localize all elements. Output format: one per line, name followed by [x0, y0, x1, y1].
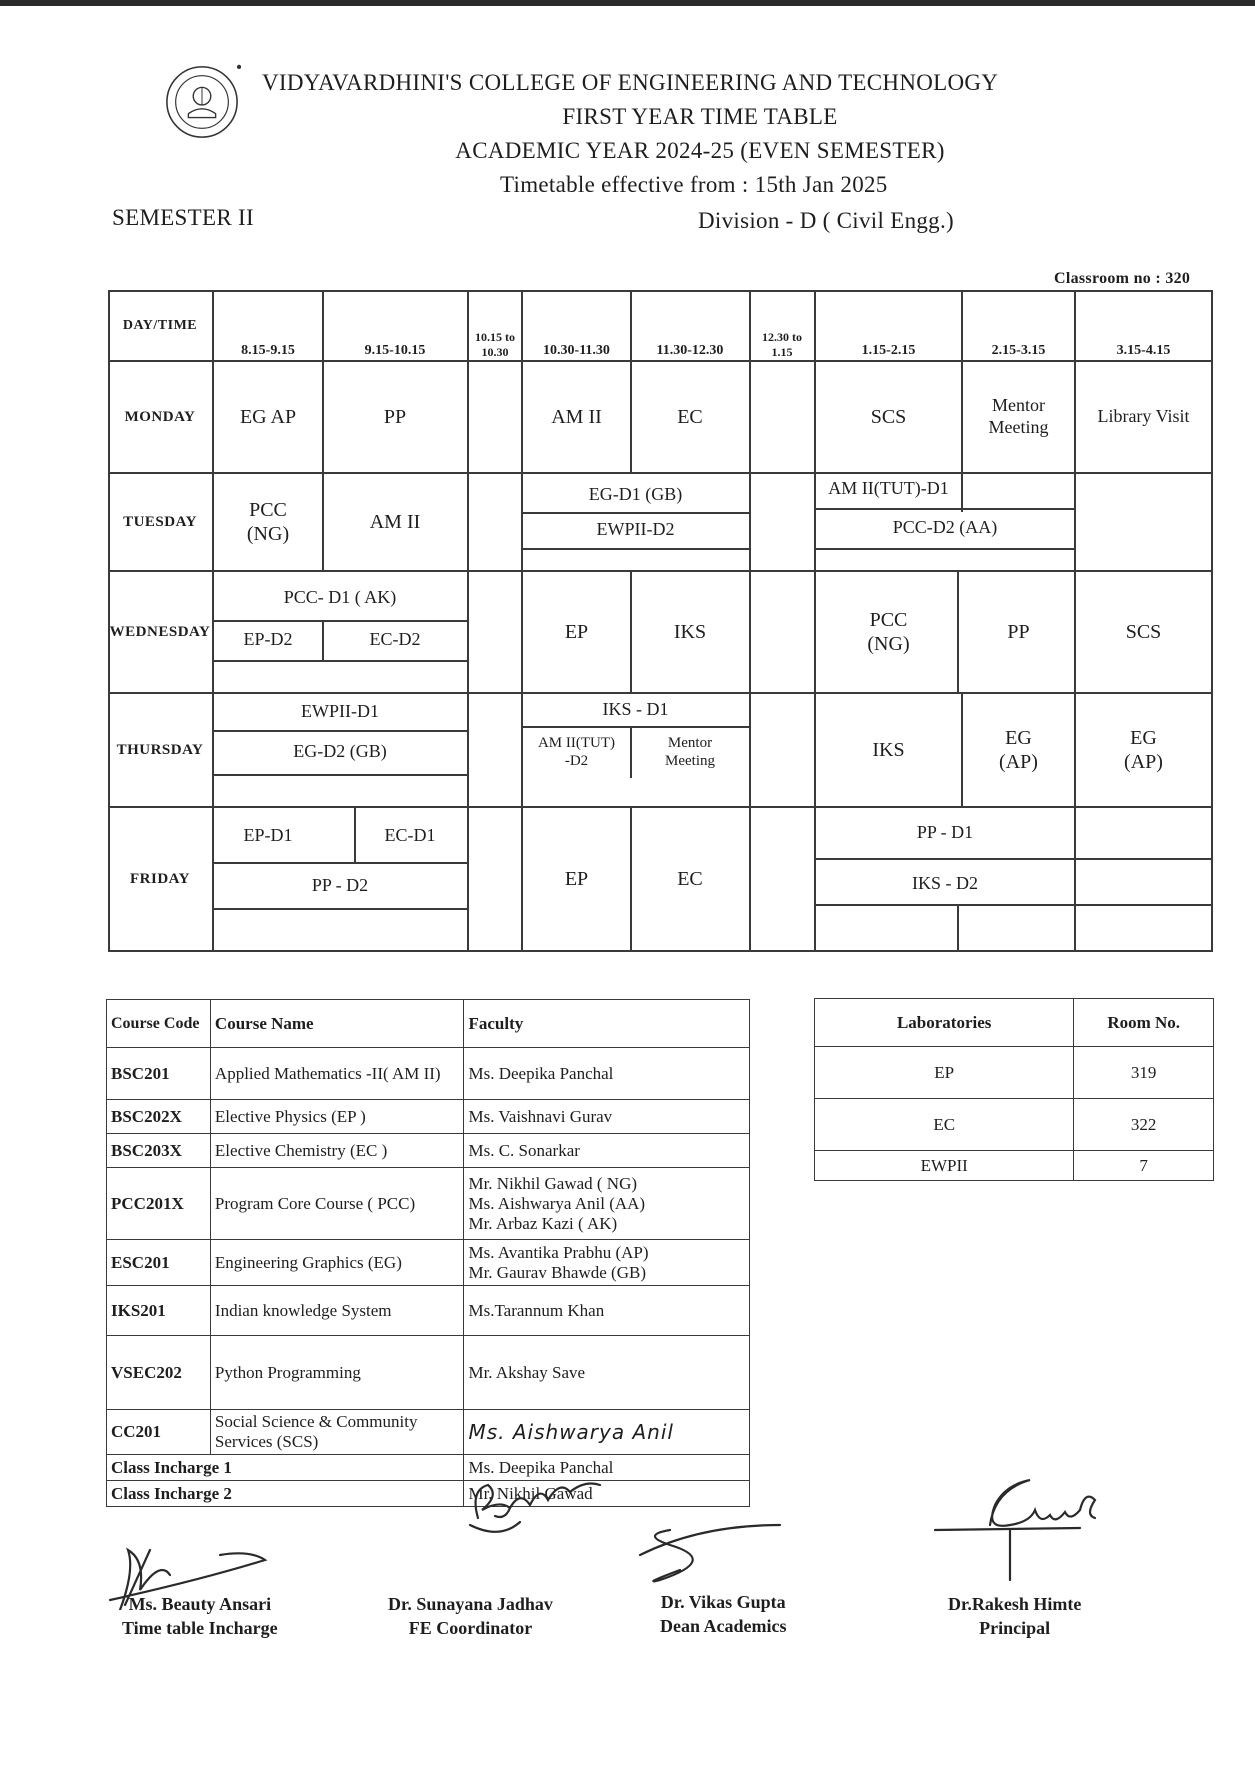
- class-incharge-label: Class Incharge 2: [107, 1481, 464, 1507]
- tuesday-slot-3b: EWPII-D2: [596, 519, 675, 540]
- course-table-header: [107, 1000, 750, 1048]
- lab-name: EP: [815, 1047, 1074, 1099]
- monday-slot-5: SCS: [870, 406, 907, 428]
- course-name: Engineering Graphics (EG): [210, 1240, 464, 1286]
- time-slot-4: 11.30-12.30: [656, 343, 724, 359]
- tuesday-slot-1: PCC (NG): [246, 499, 290, 545]
- faculty-name: Mr. Akshay Save: [468, 1362, 586, 1382]
- course-row: [107, 1100, 750, 1134]
- wednesday-slot-1: PCC- D1 ( AK): [283, 587, 397, 608]
- signature-gupta-mark: [640, 1525, 780, 1581]
- lab-name: EC: [815, 1099, 1074, 1151]
- lab-row: [815, 1047, 1214, 1099]
- course-code: BSC201: [107, 1048, 211, 1100]
- friday-slot-1b: PP - D2: [311, 875, 369, 896]
- wednesday-slot-5: PCC (NG): [867, 609, 910, 655]
- monday-slot-7: Library Visit: [1097, 406, 1190, 427]
- thursday-slot-6: EG (AP): [999, 727, 1038, 773]
- labs-table-header: [815, 999, 1214, 1047]
- wednesday-slot-2b: EC-D2: [369, 629, 421, 650]
- course-row: [107, 1240, 750, 1286]
- course-row: [107, 1134, 750, 1168]
- day-tuesday: TUESDAY: [123, 514, 197, 530]
- monday-slot-6: Mentor Meeting: [988, 395, 1049, 437]
- course-row: [107, 1168, 750, 1240]
- time-slot-5: 1.15-2.15: [861, 343, 916, 359]
- grid-line: [961, 472, 963, 512]
- faculty-name: Ms. Aishwarya Anil (AA): [468, 1193, 646, 1213]
- class-incharge-name: Mr. Nikhil Gawad: [464, 1481, 750, 1507]
- friday-slot-4: EC: [677, 868, 703, 890]
- friday-slot-5a: PP - D1: [916, 822, 974, 843]
- course-name: Elective Chemistry (EC ): [210, 1134, 464, 1168]
- faculty-name: Mr. Gaurav Bhawde (GB): [468, 1262, 646, 1282]
- faculty-name: Ms.Tarannum Khan: [468, 1300, 605, 1320]
- thursday-slot-5: IKS: [872, 739, 905, 761]
- grid-line: [212, 774, 468, 776]
- faculty-name: Mr. Nikhil Gawad ( NG): [468, 1173, 638, 1193]
- effective-date: Timetable effective from : 15th Jan 2025: [500, 172, 888, 197]
- timetable-incharge-role: Time table Incharge: [122, 1618, 278, 1639]
- faculty-name: Ms. Aishwarya Anil: [468, 1420, 674, 1444]
- dean-academics-name: Dr. Vikas Gupta: [660, 1592, 786, 1612]
- signature-himte-mark: [935, 1480, 1095, 1580]
- course-code: CC201: [107, 1410, 211, 1455]
- course-code: BSC202X: [107, 1100, 211, 1134]
- friday-slot-3: EP: [564, 868, 589, 890]
- semester-label: SEMESTER II: [112, 205, 254, 230]
- course-faculty: [464, 1100, 750, 1134]
- friday-slot-2a: EC-D1: [384, 825, 436, 846]
- room-no-header: Room No.: [1074, 999, 1214, 1047]
- wednesday-slot-3: EP: [564, 621, 589, 643]
- grid-line: [749, 290, 751, 952]
- course-code: ESC201: [107, 1240, 211, 1286]
- tuesday-slot-5a: AM II(TUT)-D1: [828, 478, 949, 499]
- principal-role: Principal: [979, 1618, 1051, 1639]
- timetable-title: FIRST YEAR TIME TABLE: [562, 104, 838, 129]
- course-name: Python Programming: [210, 1336, 464, 1410]
- dean-academics-role: Dean Academics: [660, 1616, 787, 1637]
- faculty-name: Mr. Arbaz Kazi ( AK): [468, 1213, 618, 1233]
- lab-row: [815, 1151, 1214, 1181]
- break-slot-2: 12.30 to 1.15: [762, 330, 802, 359]
- course-code: IKS201: [107, 1286, 211, 1336]
- wednesday-slot-1b: EP-D2: [243, 629, 293, 650]
- course-row: [107, 1048, 750, 1100]
- day-monday: MONDAY: [124, 409, 196, 425]
- thursday-slot-3b: AM II(TUT) -D2: [537, 735, 616, 769]
- grid-line: [957, 904, 959, 952]
- time-slot-6: 2.15-3.15: [991, 343, 1046, 359]
- faculty-header: Faculty: [464, 1000, 750, 1048]
- course-row: [107, 1286, 750, 1336]
- fe-coordinator-name: Dr. Sunayana Jadhav: [388, 1594, 553, 1614]
- friday-slot-1a: EP-D1: [243, 825, 293, 846]
- college-name: VIDYAVARDHINI'S COLLEGE OF ENGINEERING AND TECHNOLOGY: [262, 70, 999, 95]
- course-faculty: [464, 1134, 750, 1168]
- grid-line: [1211, 290, 1213, 952]
- time-slot-3: 10.30-11.30: [543, 343, 610, 359]
- course-code: BSC203X: [107, 1134, 211, 1168]
- course-name: Elective Physics (EP ): [210, 1100, 464, 1134]
- laboratories-header: Laboratories: [815, 999, 1074, 1047]
- lab-row: [815, 1099, 1214, 1151]
- faculty-name: Ms. Vaishnavi Gurav: [468, 1106, 613, 1126]
- break-slot-1: 10.15 to 10.30: [475, 330, 515, 359]
- thursday-slot-1a: EWPII-D1: [301, 701, 379, 722]
- tuesday-slot-5b: PCC-D2 (AA): [892, 517, 998, 538]
- course-name: Program Core Course ( PCC): [210, 1168, 464, 1240]
- labs-table: [814, 998, 1214, 1181]
- thursday-slot-3a: IKS - D1: [602, 699, 669, 720]
- grid-line: [212, 908, 468, 910]
- wednesday-slot-4: IKS: [673, 621, 707, 643]
- lab-room: 322: [1074, 1099, 1214, 1151]
- course-code: PCC201X: [107, 1168, 211, 1240]
- lab-rows: [815, 1047, 1214, 1181]
- day-thursday: THURSDAY: [116, 742, 204, 758]
- thursday-slot-4b: Mentor Meeting: [665, 735, 715, 769]
- signature-fe-coordinator: [388, 1592, 553, 1641]
- course-faculty: [464, 1048, 750, 1100]
- timetable-incharge-name: Ms. Beauty Ansari: [128, 1594, 272, 1614]
- lab-room: 319: [1074, 1047, 1214, 1099]
- college-logo-icon: [163, 63, 241, 141]
- grid-line: [1074, 806, 1076, 952]
- course-faculty: [464, 1286, 750, 1336]
- time-slot-2: 9.15-10.15: [364, 343, 426, 359]
- day-wednesday: WEDNESDAY: [109, 624, 211, 640]
- course-name-header: Course Name: [210, 1000, 464, 1048]
- thursday-slot-7: EG (AP): [1124, 727, 1163, 773]
- tuesday-slot-3a: EG-D1 (GB): [588, 484, 683, 505]
- grid-line: [108, 950, 1212, 952]
- signature-principal: [948, 1592, 1081, 1641]
- fe-coordinator-role: FE Coordinator: [408, 1618, 533, 1639]
- scan-top-border: [0, 0, 1255, 6]
- signature-jadhav-mark: [470, 1484, 600, 1532]
- course-faculty: [464, 1240, 750, 1286]
- monday-slot-3: AM II: [551, 406, 602, 428]
- time-slot-1: 8.15-9.15: [241, 343, 295, 359]
- day-friday: FRIDAY: [130, 871, 190, 887]
- course-name: Applied Mathematics -II( AM II): [210, 1048, 464, 1100]
- classroom-number: Classroom no : 320: [1054, 270, 1191, 287]
- faculty-name: Ms. C. Sonarkar: [468, 1140, 580, 1160]
- signature-dean-academics: [660, 1590, 786, 1639]
- monday-slot-2: PP: [383, 406, 407, 428]
- monday-slot-1: EG AP: [239, 406, 297, 428]
- course-faculty: [464, 1168, 750, 1240]
- division-label: Division - D ( Civil Engg.): [698, 208, 954, 233]
- class-incharge-label: Class Incharge 1: [107, 1455, 464, 1481]
- course-code: VSEC202: [107, 1336, 211, 1410]
- friday-slot-5b: IKS - D2: [912, 873, 978, 894]
- principal-name: Dr.Rakesh Himte: [948, 1594, 1082, 1614]
- wednesday-slot-7: SCS: [1125, 621, 1162, 643]
- grid-line: [521, 548, 749, 550]
- class-incharge-name: Ms. Deepika Panchal: [464, 1455, 750, 1481]
- time-slot-7: 3.15-4.15: [1116, 343, 1171, 359]
- wednesday-slot-6: PP: [1007, 621, 1030, 643]
- course-name: Social Science & Community Services (SCS): [210, 1410, 464, 1455]
- course-row: [107, 1336, 750, 1410]
- corner-label: DAY/TIME: [122, 318, 198, 333]
- monday-slot-4: EC: [677, 406, 703, 428]
- handwritten-signatures: [0, 1430, 1255, 1610]
- course-faculty: [464, 1336, 750, 1410]
- signature-timetable-incharge: [122, 1592, 278, 1641]
- grid-line: [814, 858, 1212, 860]
- course-code-header: Course Code: [107, 1000, 211, 1048]
- grid-line: [212, 660, 468, 662]
- grid-line: [814, 904, 1212, 906]
- tuesday-slot-2: AM II: [369, 511, 421, 533]
- faculty-name: Ms. Avantika Prabhu (AP): [468, 1242, 649, 1262]
- academic-year: ACADEMIC YEAR 2024-25 (EVEN SEMESTER): [455, 138, 945, 163]
- faculty-name: Ms. Deepika Panchal: [468, 1063, 614, 1083]
- grid-line: [814, 548, 1075, 550]
- lab-name: EWPII: [815, 1151, 1074, 1181]
- course-name: Indian knowledge System: [210, 1286, 464, 1336]
- lab-room: 7: [1074, 1151, 1214, 1181]
- grid-line: [1074, 472, 1076, 572]
- thursday-slot-1b: EG-D2 (GB): [293, 741, 387, 762]
